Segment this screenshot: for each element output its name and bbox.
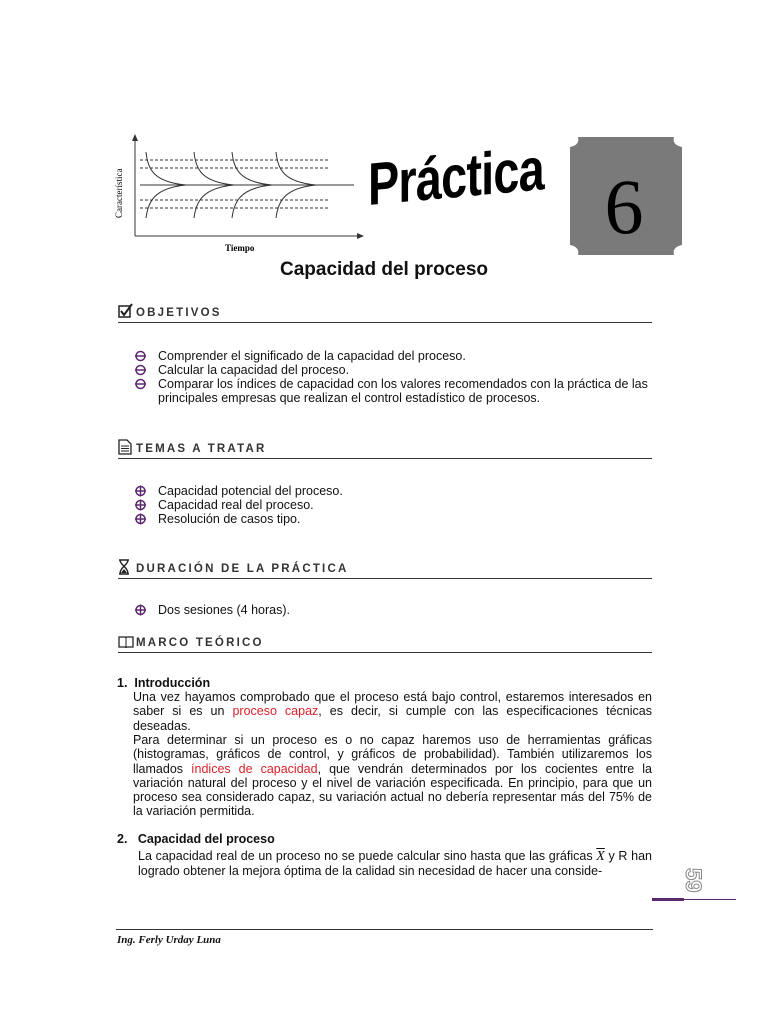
- objetivo-text: Calcular la capacidad del proceso.: [158, 363, 350, 377]
- footer-divider: [116, 929, 653, 930]
- hourglass-icon: [118, 559, 130, 575]
- control-chart-illustration: [108, 130, 368, 256]
- open-book-icon: [118, 635, 134, 649]
- xbar-symbol: $\overline{X}$: [596, 849, 605, 864]
- tema-text: Resolución de casos tipo.: [158, 512, 301, 526]
- list-item: [134, 363, 654, 377]
- highlight-proceso-capaz: proceso capaz: [232, 704, 319, 719]
- intro-title: Introducción: [134, 676, 211, 690]
- intro-text: Una vez hayamos comprobado que el proceso está bajo control, estaremos interesados en saber si es un: [133, 690, 652, 719]
- footer-author: Ing. Ferly Urday Luna: [117, 934, 221, 946]
- page-number: [676, 860, 716, 900]
- section-temas: [118, 436, 652, 459]
- list-item: [134, 377, 654, 405]
- bullet-icon: [134, 377, 147, 390]
- section-duracion: [118, 556, 652, 579]
- capacidad-text: y R han logrado obtener la mejora óptima de la calidad sin necesidad de hacer una conside-: [138, 849, 652, 879]
- bullet-icon: [134, 484, 147, 497]
- intro-number: 1.: [117, 676, 128, 690]
- practice-number: 6: [604, 163, 644, 250]
- duracion-list: [134, 603, 654, 617]
- practice-number-badge: [570, 137, 682, 255]
- intro-paragraph-1: [133, 690, 652, 733]
- chart-xlabel: Tiempo: [225, 243, 255, 253]
- tema-text: Capacidad real del proceso.: [158, 498, 314, 512]
- list-item: [134, 484, 654, 498]
- bullet-icon: [134, 349, 147, 362]
- bullet-icon: [134, 512, 147, 525]
- objetivo-text: Comprender el significado de la capacidad del proceso.: [158, 349, 466, 363]
- section-label-temas: TEMAS A TRATAR: [136, 443, 267, 455]
- capacidad-heading: [117, 832, 275, 846]
- intro-paragraph-2: [133, 733, 652, 819]
- checkbox-icon: [118, 303, 134, 319]
- bullet-icon: [134, 363, 147, 376]
- capacidad-title: Capacidad del proceso: [137, 832, 275, 846]
- practice-heading: Práctica: [368, 135, 544, 218]
- temas-list: [134, 484, 654, 526]
- page-title: Capacidad del proceso: [279, 259, 488, 280]
- capacidad-number: 2.: [117, 832, 128, 846]
- capacidad-text: La capacidad real de un proceso no se puede calcular sino hasta que las gráficas: [138, 849, 597, 863]
- tema-text: Capacidad potencial del proceso.: [158, 484, 343, 498]
- list-item: [134, 603, 654, 617]
- list-item: [134, 498, 654, 512]
- intro-heading: [117, 676, 210, 690]
- objetivo-text: Comparar los índices de capacidad con los valores recomendados con la práctica de las principales empresas que realizan el control estadístico de procesos.: [158, 377, 648, 405]
- document-icon: [118, 439, 132, 455]
- section-marco: [118, 630, 652, 653]
- section-label-marco: MARCO TEÓRICO: [136, 637, 264, 649]
- page-accent-line: [684, 899, 736, 900]
- page-number-text: 59: [681, 868, 706, 893]
- bullet-icon: [134, 498, 147, 511]
- capacidad-paragraph: [138, 849, 652, 879]
- list-item: [134, 512, 654, 526]
- section-label-objetivos: OBJETIVOS: [136, 307, 222, 319]
- list-item: [134, 349, 654, 363]
- intro-text: , que vendrán determinados por los cocientes entre la variación natural del proceso y el nivel de variación especificada. En principio, para que un proceso sea considerado capaz, su variación actual no debería representar más del 75% de la variación permitida.: [133, 761, 652, 819]
- objetivos-list: [134, 349, 654, 405]
- highlight-indices-capacidad: índices de capacidad: [191, 761, 318, 776]
- intro-text: , es decir, si cumple con las especificaciones técnicas deseadas.: [133, 704, 652, 733]
- duracion-text: Dos sesiones (4 horas).: [158, 603, 291, 617]
- chart-ylabel: Característica: [114, 168, 124, 218]
- intro-text: Para determinar si un proceso es o no capaz haremos uso de herramientas gráficas (histogramas, gráficos de control, y gráficos de probabilidad). También utilizaremos los llamados: [133, 733, 652, 776]
- page-accent-bar: [652, 898, 684, 901]
- section-objetivos: [118, 300, 652, 323]
- section-label-duracion: DURACIÓN DE LA PRÁCTICA: [136, 563, 349, 575]
- bullet-icon: [134, 603, 147, 616]
